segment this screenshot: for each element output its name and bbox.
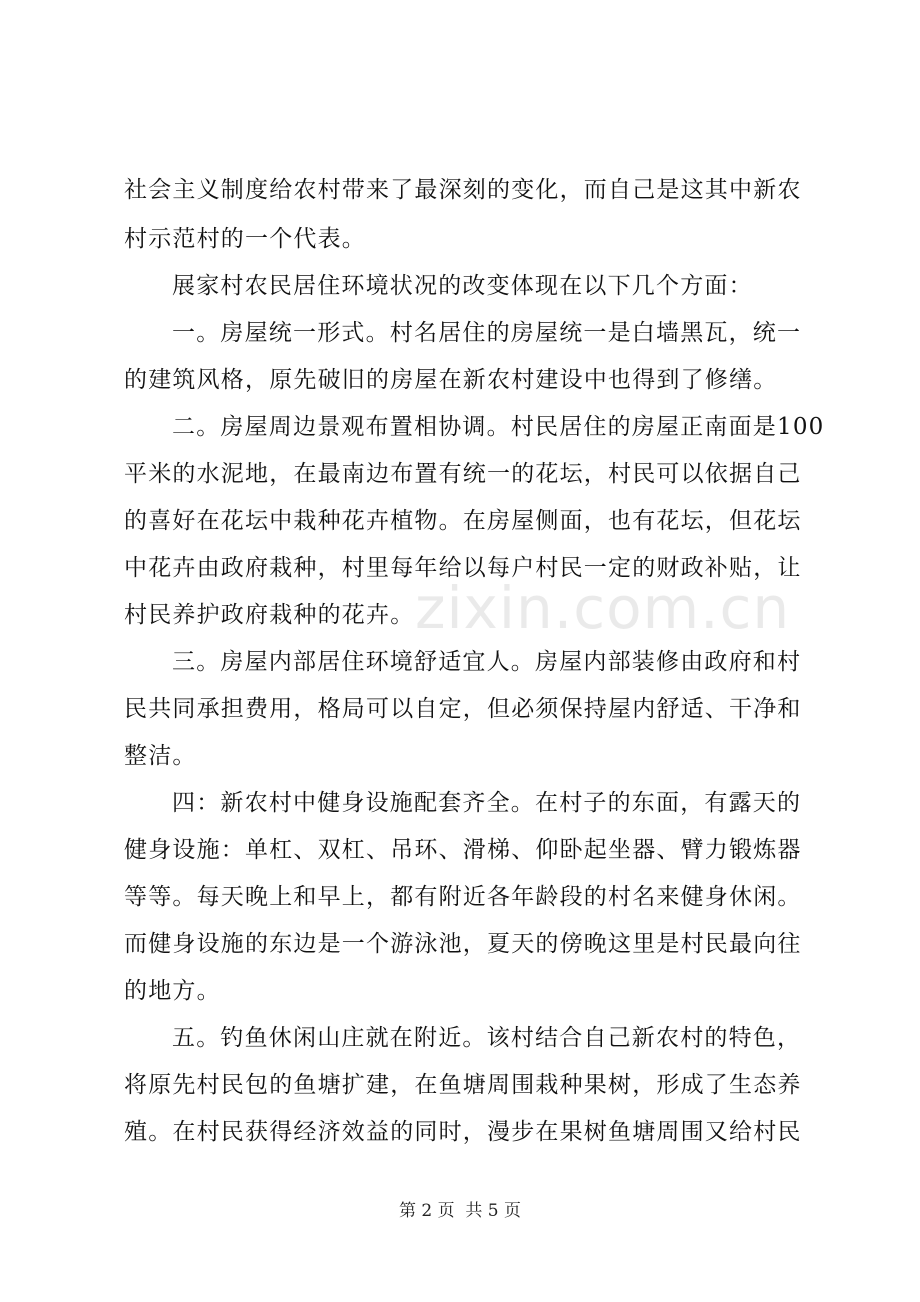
text-line: 二。房屋周边景观布置相协调。村民居住的房屋正南面是100 bbox=[172, 414, 825, 440]
text-line: 平米的水泥地，在最南边布置有统一的花坛，村民可以依据自己 bbox=[124, 461, 802, 487]
text-line: 的建筑风格，原先破旧的房屋在新农村建设中也得到了修缮。 bbox=[124, 367, 778, 393]
text-line: 整洁。 bbox=[124, 743, 197, 769]
text-line: 的喜好在花坛中栽种花卉植物。在房屋侧面，也有花坛，但花坛 bbox=[124, 508, 802, 534]
text-line: 一。房屋统一形式。村名居住的房屋统一是白墙黑瓦，统一 bbox=[172, 320, 802, 346]
page-number: 第 2 页 bbox=[398, 1201, 455, 1221]
page-footer bbox=[0, 1200, 920, 1222]
text-line: 村示范村的一个代表。 bbox=[124, 226, 366, 252]
text-line: 等等。每天晚上和早上，都有附近各年龄段的村名来健身休闲。 bbox=[124, 884, 802, 910]
page-total: 共 5 页 bbox=[465, 1201, 522, 1221]
text-line: 的地方。 bbox=[124, 978, 221, 1004]
text-line: 三。房屋内部居住环境舒适宜人。房屋内部装修由政府和村 bbox=[172, 649, 802, 675]
text-line: 健身设施：单杠、双杠、吊环、滑梯、仰卧起坐器、臂力锻炼器 bbox=[124, 837, 802, 863]
text-line: 五。钓鱼休闲山庄就在附近。该村结合自己新农村的特色， bbox=[172, 1025, 802, 1051]
watermark: zixin.com.cn bbox=[415, 574, 791, 642]
text-line: 民共同承担费用，格局可以自定，但必须保持屋内舒适、干净和 bbox=[124, 696, 802, 722]
text-line: 殖。在村民获得经济效益的同时，漫步在果树鱼塘周围又给村民 bbox=[124, 1119, 802, 1145]
text-line: 社会主义制度给农村带来了最深刻的变化，而自己是这其中新农 bbox=[124, 177, 802, 203]
text-line: 村民养护政府栽种的花卉。 bbox=[124, 602, 415, 628]
text-line: 展家村农民居住环境状况的改变体现在以下几个方面： bbox=[172, 273, 753, 299]
text-line: 中花卉由政府栽种，村里每年给以每户村民一定的财政补贴，让 bbox=[124, 555, 802, 581]
text-line: 四：新农村中健身设施配套齐全。在村子的东面，有露天的 bbox=[172, 790, 802, 816]
text-line: 而健身设施的东边是一个游泳池，夏天的傍晚这里是村民最向往 bbox=[124, 931, 802, 957]
text-line: 将原先村民包的鱼塘扩建，在鱼塘周围栽种果树，形成了生态养 bbox=[124, 1072, 802, 1098]
